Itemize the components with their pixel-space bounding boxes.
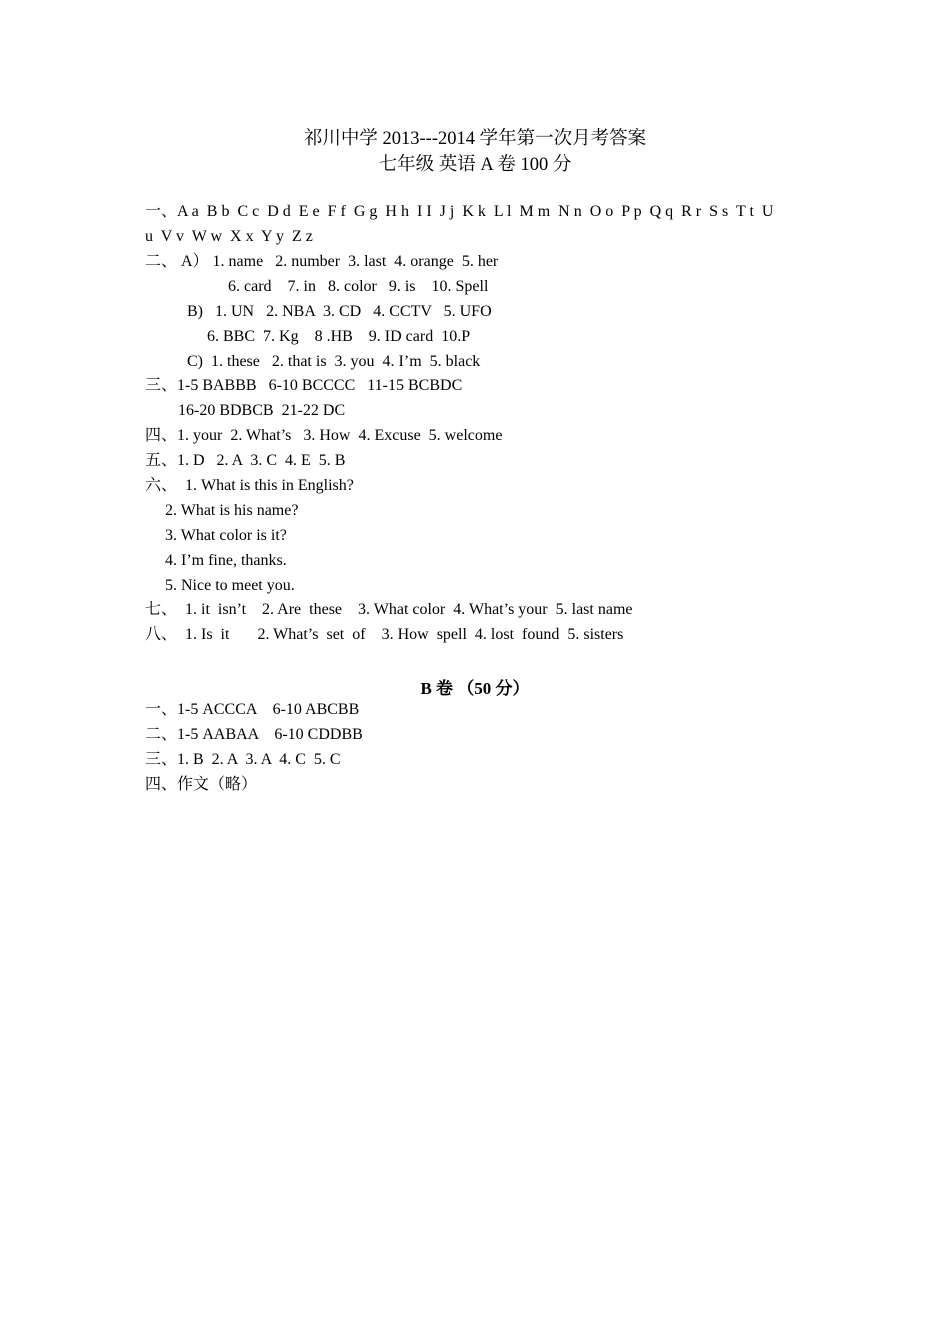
document-title: 祁川中学 2013---2014 学年第一次月考答案 [303,129,647,149]
answer-line-q6-3: 3. What color is it? [165,527,287,544]
answer-line-b-q4: 四、作文（略） [145,776,258,793]
section-b-heading: B 卷 （50 分） [420,679,530,698]
answer-line-b-q2: 二、1-5 AABAA 6-10 CDDBB [145,726,363,743]
answer-line-q7: 七、 1. it isn’t 2. Are these 3. What color 4. What’s your 5. last name [145,601,633,618]
answer-line-b-q3: 三、1. B 2. A 3. A 4. C 5. C [145,751,341,768]
answer-line-b-q1: 一、1-5 ACCCA 6-10 ABCBB [145,701,360,718]
answer-line-q2-b2: 6. BBC 7. Kg 8 .HB 9. ID card 10.P [207,328,471,345]
answer-line-q2-a1: 二、 A） 1. name 2. number 3. last 4. orange 5. her [145,253,499,270]
answer-line-q6-4: 4. I’m fine, thanks. [165,552,287,569]
answer-line-q3-part1: 三、1-5 BABBB 6-10 BCCCC 11-15 BCBDC [145,377,463,394]
answer-line-q4: 四、1. your 2. What’s 3. How 4. Excuse 5. welcome [145,427,503,444]
answer-line-q2-c: C) 1. these 2. that is 3. you 4. I’m 5. black [187,353,481,370]
document-subtitle: 七年级 英语 A 卷 100 分 [378,155,572,175]
answer-line-q6-1: 六、 1. What is this in English? [145,477,354,494]
answer-line-q2-b1: B) 1. UN 2. NBA 3. CD 4. CCTV 5. UFO [187,303,492,320]
answer-line-q1-part1: 一、A a B b C c D d E e F f G g H h I I J j K k L l M m N n O o P p Q q R r S s T t U [145,203,774,220]
answer-line-q5: 五、1. D 2. A 3. C 4. E 5. B [145,452,346,469]
answer-line-q8: 八、 1. Is it 2. What’s set of 3. How spell 4. lost found 5. sisters [145,626,624,643]
answer-line-q6-2: 2. What is his name? [165,502,299,519]
answer-line-q3-part2: 16-20 BDBCB 21-22 DC [178,402,346,419]
answer-line-q1-part2: u V v W w X x Y y Z z [145,228,313,245]
answer-line-q6-5: 5. Nice to meet you. [165,577,295,594]
answer-line-q2-a2: 6. card 7. in 8. color 9. is 10. Spell [228,278,489,295]
